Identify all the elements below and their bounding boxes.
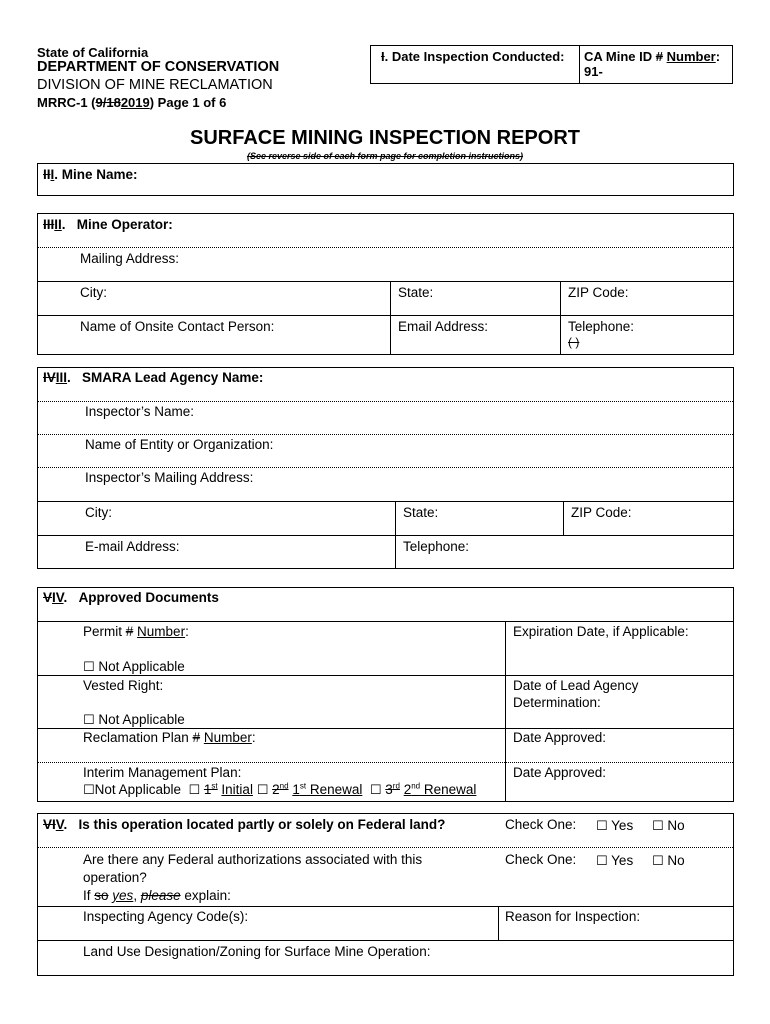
mine-id-value: 91-: [584, 64, 603, 79]
inspector-name-label: Inspector’s Name:: [85, 404, 195, 419]
explain-label: If so yes, please explain:: [83, 888, 231, 903]
federal-land-question: VIV. Is this operation located partly or solely on Federal land?: [43, 817, 446, 832]
checkbox-icon[interactable]: ☐: [188, 783, 201, 798]
state-field-label: State:: [398, 285, 434, 300]
checkbox-icon[interactable]: ☐: [652, 854, 664, 869]
mine-id-label: CA Mine ID # Number:: [584, 49, 721, 64]
state-field-label: State:: [403, 505, 439, 520]
id-box: [370, 45, 733, 84]
checkbox-icon[interactable]: ☐: [369, 783, 382, 798]
city-label: City:: [80, 285, 107, 300]
checkbox-icon[interactable]: ☐: [652, 819, 664, 834]
telephone-label: Telephone:: [568, 319, 635, 334]
checkbox-icon[interactable]: ☐: [256, 783, 269, 798]
permit-not-applicable[interactable]: ☐ Not Applicable: [83, 659, 185, 675]
section-federal-land: [37, 813, 734, 976]
federal-authorizations-line1: Are there any Federal authorizations associated with this: [83, 852, 423, 867]
interim-management-label: Interim Management Plan:: [83, 765, 242, 780]
lead-agency-label: IVIII. SMARA Lead Agency Name:: [43, 370, 264, 385]
department-label: DEPARTMENT OF CONSERVATION: [37, 59, 280, 75]
check-one-label: Check One:: [505, 817, 577, 832]
federal-land-yes[interactable]: ☐ Yes: [596, 818, 634, 834]
permit-number-label: Permit # Number:: [83, 624, 189, 639]
federal-land-no[interactable]: ☐ No: [652, 818, 685, 834]
email-address-label: E-mail Address:: [85, 539, 180, 554]
entity-name-label: Name of Entity or Organization:: [85, 437, 274, 452]
land-use-label: Land Use Designation/Zoning for Surface Mine Operation:: [83, 944, 431, 959]
division-label: DIVISION OF MINE RECLAMATION: [37, 77, 273, 93]
form-number: MRRC-1 (9/182019) Page 1 of 6: [37, 95, 227, 110]
approved-documents-label: VIV. Approved Documents: [43, 590, 219, 605]
reclamation-date-approved-label: Date Approved:: [513, 730, 607, 745]
email-address-label: Email Address:: [398, 319, 489, 334]
inspecting-agency-code-label: Inspecting Agency Code(s):: [83, 909, 249, 924]
checkbox-icon[interactable]: ☐: [83, 660, 95, 675]
vested-not-applicable[interactable]: ☐ Not Applicable: [83, 712, 185, 728]
page-subtitle: (See reverse side of each form page for completion instructions): [246, 151, 524, 161]
state-label: State of California: [37, 45, 149, 60]
page-title: SURFACE MINING INSPECTION REPORT: [189, 127, 581, 149]
reclamation-plan-label: Reclamation Plan # Number:: [83, 730, 256, 745]
city-label: City:: [85, 505, 112, 520]
check-one-label: Check One:: [505, 852, 577, 867]
inspector-mailing-label: Inspector’s Mailing Address:: [85, 470, 254, 485]
mine-name-label: III. Mine Name:: [43, 167, 138, 182]
telephone-placeholder: ( ): [568, 335, 580, 349]
section-mine-name: [37, 163, 734, 196]
checkbox-icon[interactable]: ☐: [83, 713, 95, 728]
checkbox-icon[interactable]: ☐: [596, 819, 608, 834]
expiration-date-label: Expiration Date, if Applicable:: [513, 624, 689, 639]
interim-options[interactable]: ☐Not Applicable ☐ 1st Initial ☐ 2nd 1st Renewal ☐ 3rd 2nd Renewal: [83, 781, 477, 798]
lead-agency-determination-label: Date of Lead Agency Determination:: [513, 678, 639, 710]
zip-code-label: ZIP Code:: [571, 505, 632, 520]
checkbox-icon[interactable]: ☐: [83, 783, 95, 798]
reason-inspection-label: Reason for Inspection:: [505, 909, 641, 924]
section-lead-agency: [37, 367, 734, 569]
section-mine-operator: [37, 213, 734, 355]
mine-operator-label: IIIII. Mine Operator:: [43, 217, 173, 232]
interim-date-approved-label: Date Approved:: [513, 765, 607, 780]
zip-code-label: ZIP Code:: [568, 285, 629, 300]
date-inspection-label: I. Date Inspection Conducted:: [381, 49, 565, 64]
onsite-contact-label: Name of Onsite Contact Person:: [80, 319, 275, 334]
federal-authorizations-line2: operation?: [83, 870, 147, 885]
checkbox-icon[interactable]: ☐: [596, 854, 608, 869]
telephone-label: Telephone:: [403, 539, 470, 554]
vested-right-label: Vested Right:: [83, 678, 164, 693]
mailing-address-label: Mailing Address:: [80, 251, 180, 266]
federal-auth-no[interactable]: ☐ No: [652, 853, 685, 869]
section-approved-documents: [37, 587, 734, 802]
federal-auth-yes[interactable]: ☐ Yes: [596, 853, 634, 869]
